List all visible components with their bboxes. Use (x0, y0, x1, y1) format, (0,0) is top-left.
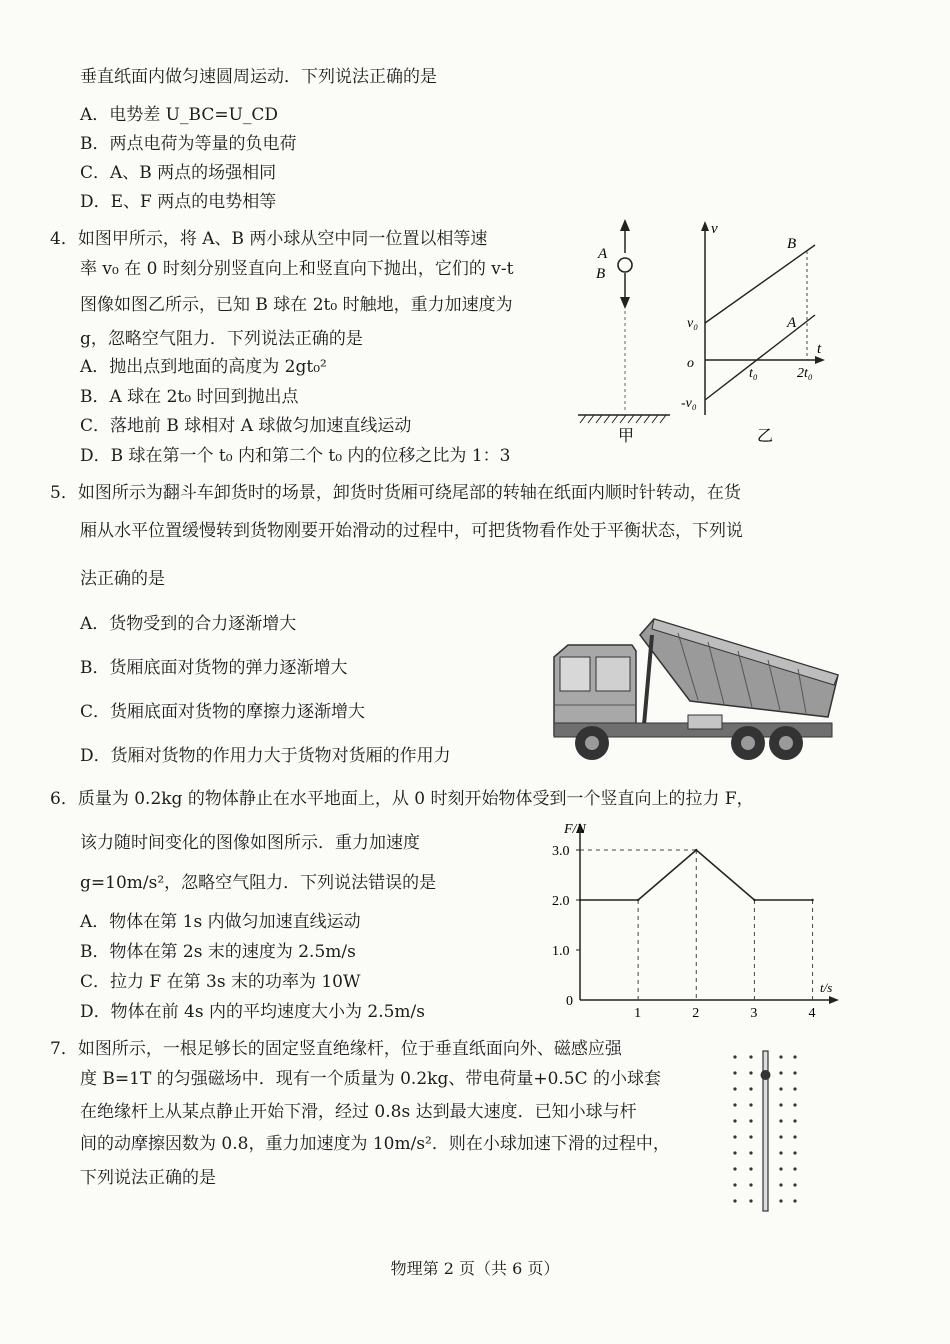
field-dot (779, 1103, 782, 1106)
field-dot (793, 1199, 796, 1202)
q4-figure-jia (570, 215, 680, 445)
field-dot (793, 1055, 796, 1058)
line-b (705, 245, 815, 323)
field-dot (779, 1183, 782, 1186)
q4-stem-line-3: 图像如图乙所示，已知 B 球在 2t₀ 时触地，重力加速度为 (80, 295, 513, 315)
q4-option-c: C．落地前 B 球相对 A 球做匀加速直线运动 (80, 416, 412, 436)
field-dot (779, 1071, 782, 1074)
field-dot (749, 1055, 752, 1058)
ball-icon (618, 258, 632, 272)
field-dot (749, 1151, 752, 1154)
chart-data-point (811, 899, 813, 901)
q4-figure-yi (675, 215, 835, 445)
q5-option-a: A．货物受到的合力逐渐增大 (80, 614, 297, 634)
field-dot (733, 1103, 736, 1106)
v-axis-arrow-icon (701, 221, 709, 231)
chart-y-tick-label: 1.0 (552, 944, 570, 959)
field-dot (749, 1135, 752, 1138)
chart-data-point (695, 849, 697, 851)
field-dot (733, 1087, 736, 1090)
q4-option-a: A．抛出点到地面的高度为 2gt₀² (80, 357, 327, 377)
chart-x-tick-label: 1 (634, 1006, 642, 1021)
q3-option-b: B．两点电荷为等量的负电荷 (80, 134, 297, 154)
q5-stem-line-2: 厢从水平位置缓慢转到货物刚要开始滑动的过程中，可把货物看作处于平衡状态，下列说 (80, 521, 743, 541)
field-dot (733, 1071, 736, 1074)
ground-hatch (580, 415, 666, 423)
q3-option-d: D．E、F 两点的电势相等 (80, 192, 277, 212)
q4-stem-line-2: 率 v₀ 在 0 时刻分别竖直向上和竖直向下抛出，它们的 v-t (80, 259, 514, 279)
magnetic-field-figure (725, 1045, 805, 1215)
field-dot (733, 1183, 736, 1186)
q6-stem-line-2: 该力随时间变化的图像如图所示．重力加速度 (80, 833, 420, 853)
field-dot (779, 1055, 782, 1058)
q6-stem-line-3: g=10m/s²，忽略空气阻力．下列说法错误的是 (80, 873, 437, 893)
chart-x-tick-label: 4 (808, 1006, 816, 1021)
chart-x-tick-label: 2 (692, 1006, 700, 1021)
v0-label: v₀ (687, 316, 699, 331)
field-dot (793, 1135, 796, 1138)
page-footer: 物理第 2 页（共 6 页） (390, 1259, 560, 1278)
cab-window-side (596, 657, 630, 691)
q6-option-c: C．拉力 F 在第 3s 末的功率为 10W (80, 972, 361, 992)
field-dot (793, 1071, 796, 1074)
field-dot (749, 1087, 752, 1090)
chart-x-axis-label: t/s (820, 980, 833, 995)
q4-stem-line-1: 4．如图甲所示，将 A、B 两小球从空中同一位置以相等速 (50, 229, 488, 249)
field-dot (733, 1135, 736, 1138)
chart-data-point (753, 899, 755, 901)
chart-y-tick-label: 2.0 (552, 894, 570, 909)
chart-x-tick-label: 3 (750, 1006, 758, 1021)
charged-ball-icon (761, 1070, 771, 1080)
field-dot (779, 1087, 782, 1090)
two-t0-label: 2t₀ (797, 366, 813, 381)
field-dot (793, 1103, 796, 1106)
chart-data-point (579, 899, 581, 901)
line-b-label: B (787, 236, 797, 252)
q4-option-d: D．B 球在第一个 t₀ 内和第二个 t₀ 内的位移之比为 1：3 (80, 446, 511, 466)
field-dot (779, 1199, 782, 1202)
v-axis-label: v (711, 221, 718, 237)
field-dot (793, 1183, 796, 1186)
q3-option-a: A．电势差 U_BC=U_CD (80, 105, 279, 125)
field-dot (793, 1167, 796, 1170)
cab-window-front (560, 657, 590, 691)
field-dot (793, 1087, 796, 1090)
q7-stem-line-5: 下列说法正确的是 (80, 1168, 216, 1188)
q5-option-b: B．货厢底面对货物的弹力逐渐增大 (80, 658, 348, 678)
up-arrow-icon (620, 219, 630, 231)
chart-y-tick-label: 3.0 (552, 844, 570, 859)
q3-stem-tail: 垂直纸面内做匀速圆周运动．下列说法正确的是 (80, 67, 437, 87)
line-a-label: A (787, 315, 797, 331)
q7-stem-line-4: 间的动摩擦因数为 0.8，重力加速度为 10m/s²．则在小球加速下滑的过程中， (80, 1134, 670, 1154)
q4-option-b: B．A 球在 2t₀ 时回到抛出点 (80, 387, 299, 407)
q5-stem-line-1: 5．如图所示为翻斗车卸货时的场景，卸货时货厢可绕尾部的转轴在纸面内顺时针转动，在货 (50, 483, 741, 503)
ball-label-a: A (598, 246, 608, 262)
dump-truck-illustration (548, 605, 848, 765)
chart-y-axis-label: F/N (564, 822, 586, 837)
field-dot (733, 1055, 736, 1058)
q6-option-a: A．物体在第 1s 内做匀加速直线运动 (80, 912, 361, 932)
field-dot (779, 1167, 782, 1170)
t0-label: t₀ (749, 366, 758, 381)
field-dot (733, 1199, 736, 1202)
q7-stem-line-2: 度 B=1T 的匀强磁场中．现有一个质量为 0.2kg、带电荷量+0.5C 的小球套 (80, 1069, 662, 1089)
q6-stem-line-1: 6．质量为 0.2kg 的物体静止在水平地面上，从 0 时刻开始物体受到一个竖直向上的拉力 F， (50, 789, 754, 809)
hydraulic-ram (644, 635, 652, 725)
chart-data-point (637, 899, 639, 901)
field-dot (733, 1167, 736, 1170)
chart-x-axis-arrow-icon (829, 996, 839, 1004)
fig-yi-caption: 乙 (757, 428, 774, 445)
field-dot (779, 1151, 782, 1154)
q7-stem-line-3: 在绝缘杆上从某点静止开始下滑，经过 0.8s 达到最大速度．已知小球与杆 (80, 1102, 637, 1122)
force-time-chart (540, 820, 840, 1025)
chart-origin-label: 0 (566, 994, 573, 1009)
q6-option-d: D．物体在前 4s 内的平均速度大小为 2.5m/s (80, 1002, 425, 1022)
q4-stem-line-4: g，忽略空气阻力．下列说法正确的是 (80, 329, 363, 349)
origin-label: o (687, 356, 694, 371)
fig-jia-caption: 甲 (618, 428, 635, 445)
t-axis-arrow-icon (815, 356, 825, 364)
field-dot (733, 1151, 736, 1154)
field-dot (793, 1119, 796, 1122)
q5-option-d: D．货厢对货物的作用力大于货物对货厢的作用力 (80, 746, 451, 766)
field-dot (779, 1119, 782, 1122)
down-arrow-icon (620, 297, 630, 309)
field-dot (779, 1135, 782, 1138)
neg-v0-label: -v₀ (681, 396, 697, 411)
field-dot (749, 1167, 752, 1170)
field-dot (749, 1199, 752, 1202)
field-dot (733, 1119, 736, 1122)
t-axis-label: t (817, 341, 822, 357)
field-dot (749, 1071, 752, 1074)
field-dot (749, 1183, 752, 1186)
q5-option-c: C．货厢底面对货物的摩擦力逐渐增大 (80, 702, 366, 722)
field-dot (749, 1119, 752, 1122)
q3-option-c: C．A、B 两点的场强相同 (80, 163, 277, 183)
q6-option-b: B．物体在第 2s 末的速度为 2.5m/s (80, 942, 356, 962)
q7-stem-line-1: 7．如图所示，一根足够长的固定竖直绝缘杆，位于垂直纸面向外、磁感应强 (50, 1039, 622, 1059)
line-a (705, 315, 815, 400)
field-dot (793, 1151, 796, 1154)
fuel-tank (688, 715, 722, 729)
q5-stem-line-3: 法正确的是 (80, 569, 165, 589)
ball-label-b: B (596, 266, 606, 282)
field-dot (749, 1103, 752, 1106)
